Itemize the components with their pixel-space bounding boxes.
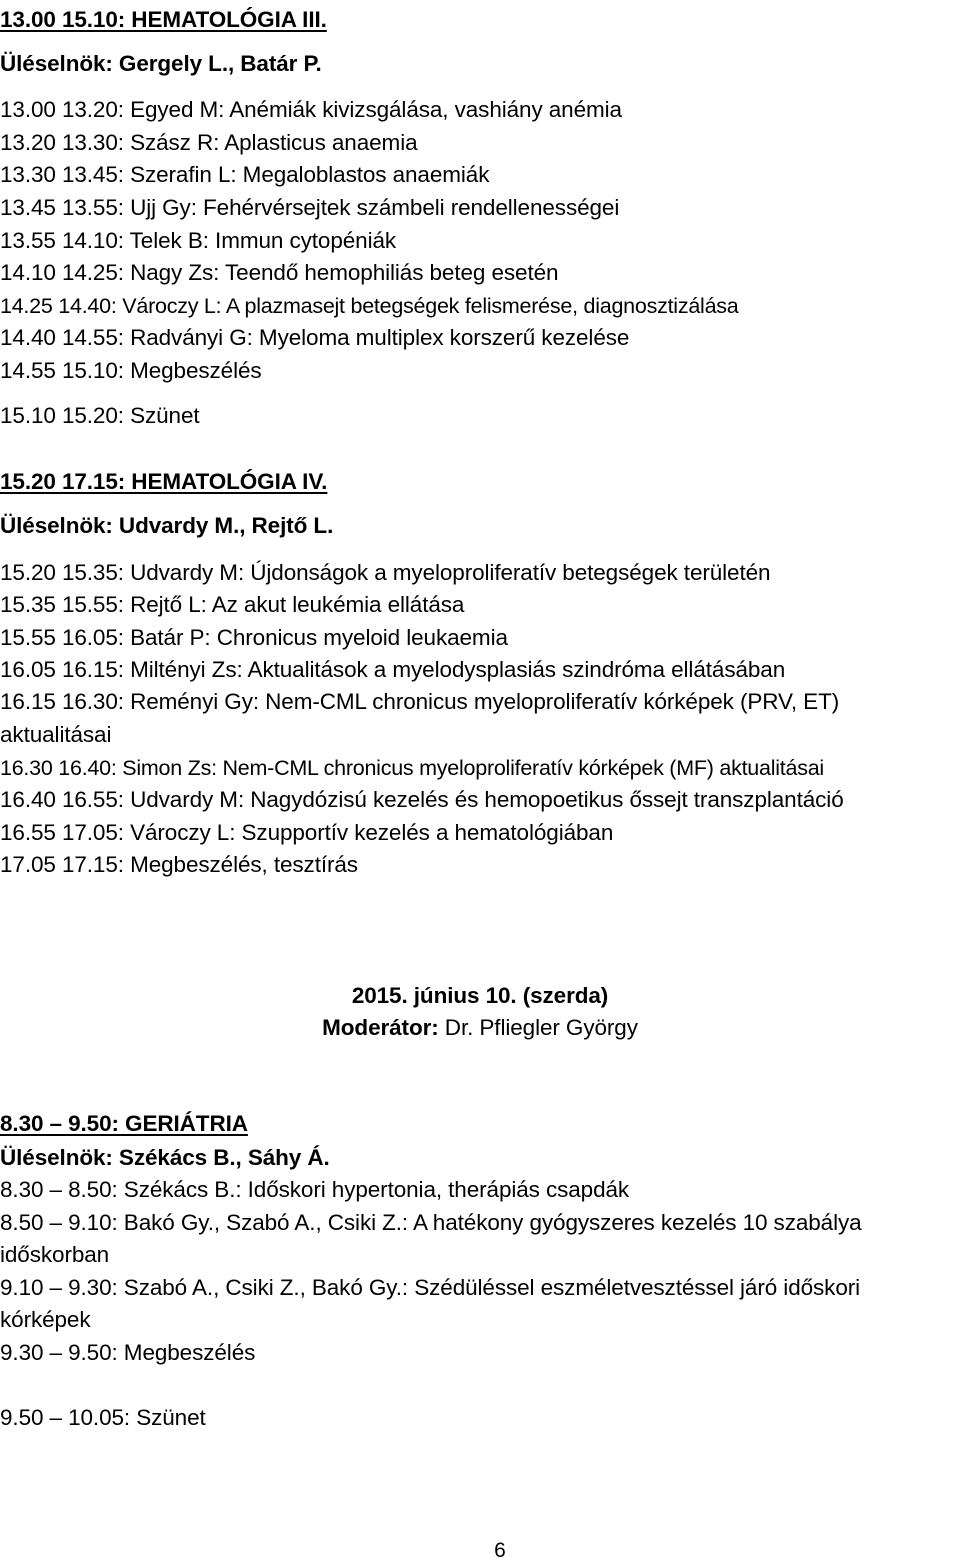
day-moderator	[0, 1014, 960, 1042]
program-item: 16.05 16.15: Miltényi Zs: Aktualitások a myelodysplasiás szindróma ellátásában	[0, 657, 786, 682]
program-item: 16.15 16.30: Reményi Gy: Nem-CML chronicus myeloproliferatív kórképek (PRV, ET)	[0, 689, 840, 714]
program-item-continuation: kórképek	[0, 1307, 91, 1332]
program-item: 14.25 14.40: Vároczy L: A plazmasejt betegségek felismerése, diagnosztizálása	[0, 294, 739, 318]
program-item: 9.30 – 9.50: Megbeszélés	[0, 1340, 256, 1365]
program-item-continuation: időskorban	[0, 1242, 110, 1267]
program-item: 9.10 – 9.30: Szabó A., Csiki Z., Bakó Gy.: Szédüléssel eszméletvesztéssel járó időskori	[0, 1275, 861, 1300]
program-item: 13.00 13.20: Egyed M: Anémiák kivizsgálása, vashiány anémia	[0, 97, 622, 122]
program-item: 14.40 14.55: Radványi G: Myeloma multiplex korszerű kezelése	[0, 325, 630, 350]
moderator-name: Dr. Pfliegler György	[438, 1015, 638, 1040]
program-item: 8.50 – 9.10: Bakó Gy., Szabó A., Csiki Z.: A hatékony gyógyszeres kezelés 10 szabálya	[0, 1210, 862, 1235]
program-item: 8.30 – 8.50: Székács B.: Időskori hypertonia, therápiás csapdák	[0, 1177, 630, 1202]
program-item: 13.20 13.30: Szász R: Aplasticus anaemia	[0, 130, 418, 155]
session-title-geriatria: 8.30 – 9.50: GERIÁTRIA	[0, 1111, 248, 1136]
program-item-continuation: aktualitásai	[0, 722, 112, 747]
program-item: 13.30 13.45: Szerafin L: Megaloblastos anaemiák	[0, 162, 490, 187]
page-number: 6	[494, 1539, 506, 1562]
session-chairs: Üléselnök: Székács B., Sáhy Á.	[0, 1145, 330, 1170]
program-item: 16.40 16.55: Udvardy M: Nagydózisú kezelés és hemopoetikus őssejt transzplantáció	[0, 787, 844, 812]
day-date: 2015. június 10. (szerda)	[351, 983, 609, 1008]
program-item: 16.30 16.40: Simon Zs: Nem-CML chronicus myeloproliferatív kórképek (MF) aktualitásai	[0, 756, 824, 780]
break-item: 15.10 15.20: Szünet	[0, 403, 200, 428]
session-title-hematologia-3: 13.00 15.10: HEMATOLÓGIA III.	[0, 7, 327, 32]
break-item: 9.50 – 10.05: Szünet	[0, 1405, 206, 1430]
program-item: 14.10 14.25: Nagy Zs: Teendő hemophiliás beteg esetén	[0, 260, 559, 285]
program-item: 15.20 15.35: Udvardy M: Újdonságok a myeloproliferatív betegségek területén	[0, 560, 771, 585]
program-item: 13.45 13.55: Ujj Gy: Fehérvérsejtek számbeli rendellenességei	[0, 195, 620, 220]
program-item: 15.35 15.55: Rejtő L: Az akut leukémia ellátása	[0, 592, 465, 617]
session-chairs: Üléselnök: Udvardy M., Rejtő L.	[0, 513, 334, 538]
session-chairs: Üléselnök: Gergely L., Batár P.	[0, 51, 322, 76]
program-item: 17.05 17.15: Megbeszélés, tesztírás	[0, 852, 358, 877]
session-title-hematologia-4: 15.20 17.15: HEMATOLÓGIA IV.	[0, 469, 328, 494]
program-item: 16.55 17.05: Vároczy L: Szupportív kezelés a hematológiában	[0, 820, 614, 845]
program-item: 13.55 14.10: Telek B: Immun cytopéniák	[0, 228, 397, 253]
program-item: 15.55 16.05: Batár P: Chronicus myeloid leukaemia	[0, 625, 508, 650]
program-item: 14.55 15.10: Megbeszélés	[0, 358, 262, 383]
moderator-label: Moderátor:	[322, 1015, 439, 1040]
